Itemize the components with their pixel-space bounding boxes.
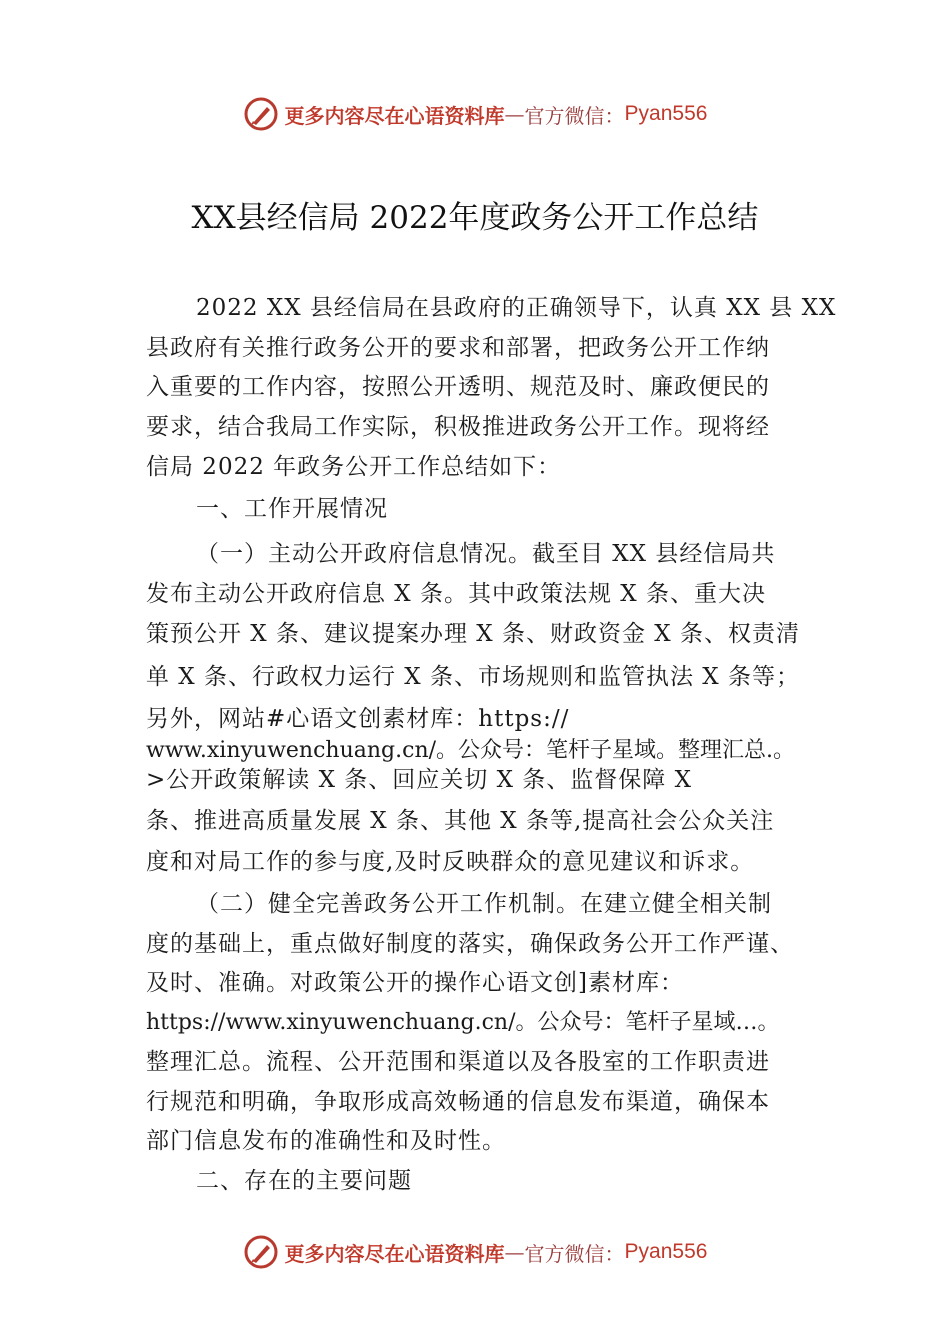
paragraph-line: 县政府有关推行政务公开的要求和部署，把政务公开工作纳 (146, 335, 770, 361)
paragraph-line: 2022 XX 县经信局在县政府的正确领导下，认真 XX 县 XX (196, 295, 837, 321)
paragraph-line: 行规范和明确，争取形成高效畅通的信息发布渠道，确保本 (146, 1089, 770, 1115)
paragraph-line: 条、推进高质量发展 X 条、其他 X 条等,提高社会公众关注 (146, 808, 775, 834)
pen-nib-logo-icon (243, 1234, 279, 1270)
paragraph-line: 部门信息发布的准确性和及时性。 (146, 1128, 506, 1154)
section-heading: 二、存在的主要问题 (196, 1168, 412, 1194)
paragraph-line: （一）主动公开政府信息情况。截至目 XX 县经信局共 (196, 541, 776, 567)
banner-dash: — (504, 1240, 525, 1264)
banner-title: 更多内容尽在心语资料库 (284, 103, 505, 128)
footer-banner (0, 1232, 950, 1272)
paragraph-line: >公开政策解读 X 条、回应关切 X 条、监督保障 X (146, 767, 692, 793)
section-heading: 一、工作开展情况 (196, 496, 388, 522)
paragraph-line: 策预公开 X 条、建议提案办理 X 条、财政资金 X 条、权责清 (146, 621, 800, 647)
banner-title: 更多内容尽在心语资料库 (284, 1241, 505, 1266)
paragraph-line: 度和对局工作的参与度,及时反映群众的意见建议和诉求。 (146, 849, 755, 875)
paragraph-line: https://www.xinyuwenchuang.cn/。公众号：笔杆子星域…。 (146, 1010, 780, 1035)
banner-contact-label: 官方微信： (524, 103, 625, 128)
paragraph-line: 另外，网站#心语文创素材库：https:// (146, 706, 570, 732)
paragraph-line: 要求，结合我局工作实际，积极推进政务公开工作。现将经 (146, 414, 770, 440)
paragraph-line: （二）健全完善政务公开工作机制。在建立健全相关制 (196, 891, 772, 917)
banner-dash: — (504, 102, 525, 126)
header-banner (0, 94, 950, 134)
paragraph-line: 入重要的工作内容，按照公开透明、规范及时、廉政便民的 (146, 374, 770, 400)
paragraph-line: www.xinyuwenchuang.cn/。公众号：笔杆子星域。整理汇总.。 (146, 738, 796, 763)
banner-contact-label: 官方微信： (524, 1241, 625, 1266)
paragraph-line: 及时、准确。对政策公开的操作心语文创]素材库： (146, 970, 684, 996)
document-title: XX县经信局 2022年度政务公开工作总结 (191, 200, 759, 236)
paragraph-line: 度的基础上，重点做好制度的落实，确保政务公开工作严谨、 (146, 931, 794, 957)
pen-nib-logo-icon (243, 96, 279, 132)
paragraph-line: 信局 2022 年政务公开工作总结如下： (146, 454, 562, 480)
banner-contact-id: Pyan556 (624, 1240, 708, 1263)
paragraph-line: 发布主动公开政府信息 X 条。其中政策法规 X 条、重大决 (146, 581, 766, 607)
paragraph-line: 单 X 条、行政权力运行 X 条、市场规则和监管执法 X 条等； (146, 664, 800, 690)
banner-contact-id: Pyan556 (624, 102, 708, 125)
paragraph-line: 整理汇总。流程、公开范围和渠道以及各股室的工作职责进 (146, 1049, 770, 1075)
